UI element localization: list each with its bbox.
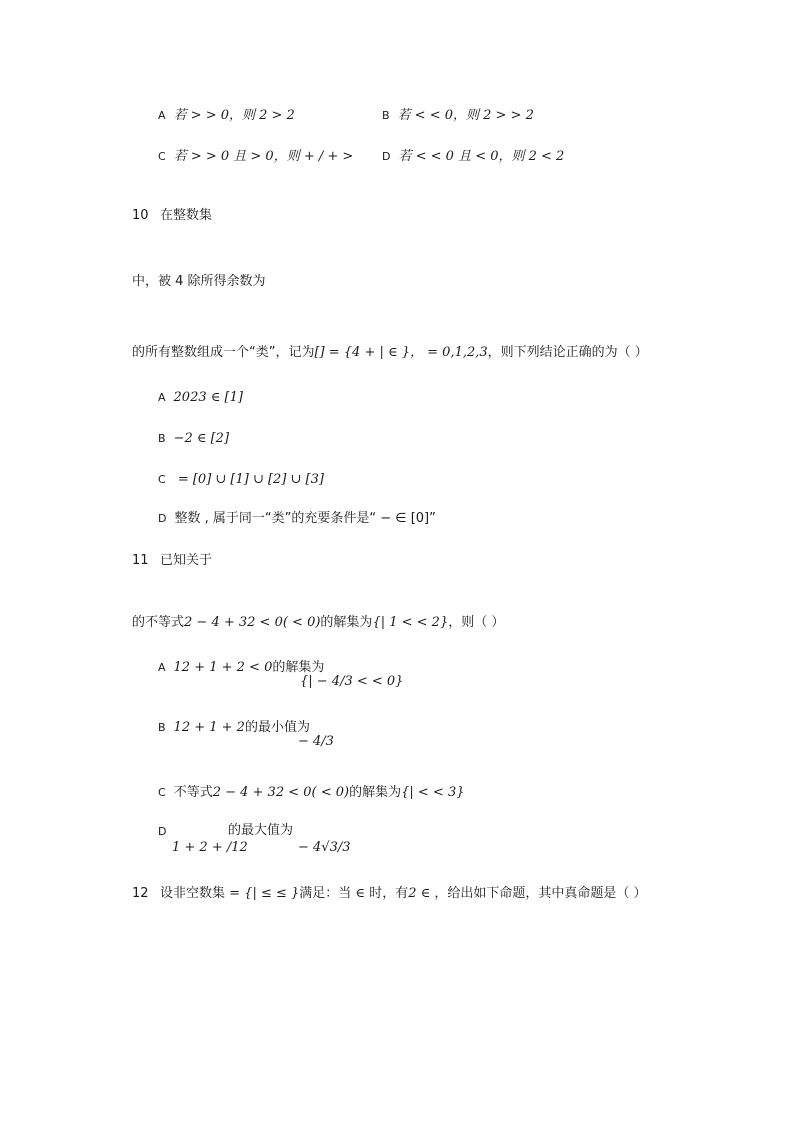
q11-stem-line2 [132,615,504,631]
option-label: B [158,432,166,445]
stem-text: 时，有 [369,886,409,901]
q10-stem-line2 [132,274,266,290]
option-label: C [158,473,166,486]
class-definition-math: [] = {4 + | ∈ }， = 0,1,2,3 [314,345,488,360]
option-set-math: {| < < 3} [401,785,465,800]
option-text: 的最小值为 [244,720,310,735]
q11-option-d-math [172,840,248,856]
option-label: C [158,786,166,799]
option-text: 整数 , 属于同一“类”的充要条件是“ − ∈ [0]” [174,511,436,526]
option-label: A [158,661,166,674]
option-value-math: − 4√3/3 [298,840,351,855]
option-text: −2 ∈ [2] [173,431,230,446]
option-label: D [158,825,167,838]
q9-option-c[interactable] [158,149,353,165]
question-number: 12 [132,886,149,901]
question-number: 11 [132,553,149,568]
option-math: 12 + 1 + 2 [173,720,245,735]
q11-option-a-set [300,674,403,690]
option-text: 2023 ∈ [1] [173,390,243,405]
stem-text: 设非空数集 [160,886,226,901]
stem-text: ，则（ ） [448,615,505,630]
stem-text: 中，被 4 除所得余数为 [132,274,266,289]
q11-stem-line1 [132,553,212,569]
q9-option-b[interactable] [382,108,534,124]
q9-option-a[interactable] [158,108,295,124]
q10-stem-line3 [132,345,648,361]
stem-text: 的不等式 [132,615,185,630]
stem-text: 的所有整数组成一个“类”，记为 [132,345,315,360]
stem-text: ，给出如下命题，其中真命题是（ ） [434,886,647,901]
solution-set-math: {| 1 < < 2} [372,615,449,630]
option-text: 若 < < 0 且 < 0，则 2 < 2 [398,149,565,164]
option-set-math: {| − 4/3 < < 0} [300,674,404,689]
option-text: = [0] ∪ [1] ∪ [2] ∪ [3] [173,472,324,487]
option-text: 若 < < 0，则 2 > > 2 [397,108,534,123]
option-text: 若 > > 0 且 > 0，则 + / + > [173,149,354,164]
q9-option-d[interactable] [382,149,564,165]
q10-option-b[interactable] [158,431,229,447]
option-label: B [382,109,390,122]
stem-text: 的解集为 [320,615,373,630]
option-value-math: − 4/3 [298,734,334,749]
option-label: D [382,150,391,163]
q11-option-b-value [298,734,334,750]
membership-math: ∈ [351,886,370,901]
q11-option-b[interactable] [158,720,310,736]
q11-option-d-value [298,840,351,856]
set-definition-math: = {| ≤ ≤ } [225,886,300,901]
membership-math: 2 ∈ [408,886,435,901]
stem-text: 满足：当 [299,886,352,901]
option-label: C [158,150,166,163]
q12-stem [132,886,647,902]
option-text: 的解集为 [272,660,325,675]
option-text: 的最大值为 [228,823,294,838]
stem-text: 在整数集 [160,208,213,223]
option-label: A [158,391,166,404]
inequality-math: 2 − 4 + 32 < 0( < 0) [184,615,321,630]
q10-stem-line1 [132,208,212,224]
q11-option-d-text [228,823,293,839]
option-math: 1 + 2 + /12 [172,840,248,855]
question-number: 10 [132,208,149,223]
q11-option-c[interactable] [158,785,465,801]
stem-text: ，则下列结论正确的为（ ） [487,345,648,360]
q11-option-d[interactable] [158,824,174,840]
stem-text: 已知关于 [160,553,213,568]
option-label: A [158,109,166,122]
option-text: 不等式 [173,785,213,800]
q10-option-d[interactable] [158,511,436,527]
option-label: D [158,512,167,525]
option-text: 若 > > 0，则 2 > 2 [173,108,295,123]
option-math: 12 + 1 + 2 < 0 [173,660,273,675]
option-label: B [158,721,166,734]
option-math: 2 − 4 + 32 < 0( < 0) [212,785,350,800]
q10-option-a[interactable] [158,390,243,406]
option-text: 的解集为 [349,785,402,800]
q10-option-c[interactable] [158,472,324,488]
